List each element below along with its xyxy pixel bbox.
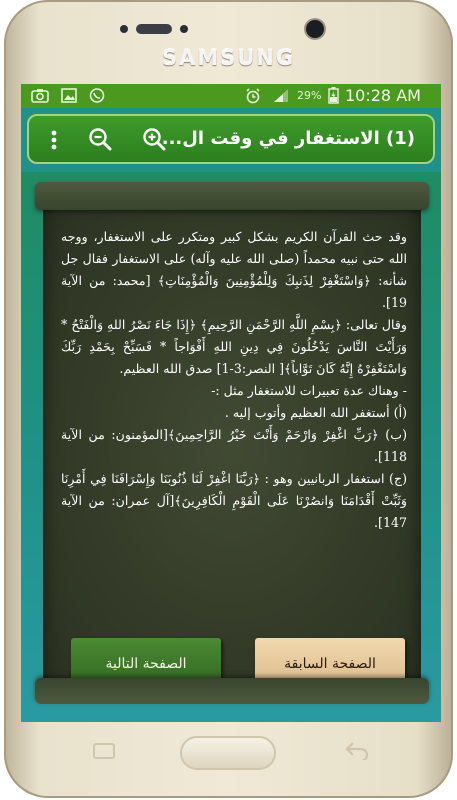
- paragraph: - وهناك عدة تعبيرات للاستغفار مثل :-: [211, 383, 407, 398]
- next-page-button[interactable]: الصفحة التالية: [71, 638, 221, 690]
- earpiece-dot: [180, 25, 188, 33]
- phone-frame: [4, 0, 453, 798]
- bottom-bezel: [4, 722, 453, 798]
- alarm-icon: [245, 88, 261, 108]
- image-icon: [61, 88, 77, 107]
- top-bezel: [4, 0, 453, 84]
- zoom-out-icon[interactable]: [87, 126, 115, 154]
- home-button[interactable]: [180, 736, 276, 770]
- page-title: (1) الاستغفار في وقت ال...: [161, 128, 415, 149]
- paragraph: (ج) استغفار الربانيين وهو : ﴿رَبَّنَا اغْفِرْ لَنَا ذُنُوبَنَا وَإِسْرَافَنَا فِي أَمْرِنَا وَثَبِّتْ أَقْدَامَنَا وَانصُرْنَا عَلَى الْقَوْمِ الْكَافِرِينَ﴾[آل عمران: من الآية 147].: [61, 471, 407, 530]
- screen: [21, 84, 441, 722]
- article-text: [61, 226, 407, 534]
- signal-icon: [273, 88, 289, 107]
- recent-apps-icon[interactable]: [92, 742, 116, 764]
- scroll-roll-top: [35, 182, 429, 210]
- clock: 10:28 AM: [345, 86, 421, 105]
- scroll-body: [43, 200, 421, 692]
- sensor-dot: [120, 25, 128, 33]
- earpiece: [136, 24, 172, 34]
- battery-charging-icon: [328, 87, 339, 108]
- scroll-roll-bottom: [35, 678, 429, 704]
- front-camera: [306, 20, 324, 38]
- phone-icon: [89, 88, 105, 107]
- app-bar: [27, 114, 435, 164]
- paragraph: وقال تعالى: ﴿بِسْمِ اللَّهِ الرَّحْمَنِ الرَّحِيمِ﴾ ﴿إِذَا جَاءَ نَصْرُ اللهِ وَالْفَتْحُ * وَرَأَيْتَ النَّاسَ يَدْخُلُونَ فِي دِينِ اللهِ أَفْوَاجاً * فَسَبِّحْ بِحَمْدِ رَبِّكَ وَاسْتَغْفِرْهُ إِنَّهُ كَانَ تَوَّاباً﴾[ النصر:3-1] صدق الله العظيم.: [61, 317, 407, 376]
- more-vert-icon[interactable]: [45, 126, 73, 154]
- status-bar: [21, 84, 441, 108]
- paragraph: (أ) أستغفر الله العظيم وأتوب إليه .: [224, 405, 407, 420]
- previous-page-button[interactable]: الصفحة السابقة: [255, 638, 405, 690]
- parchment-scroll: [35, 182, 429, 702]
- paragraph: (ب) ﴿رَبِّ اغْفِرْ وَارْحَمْ وَأَنْتَ خَيْرُ الرَّاحِمِينَ﴾[المؤمنون: من الآية 118].: [61, 427, 407, 464]
- paragraph: وقد حث القرآن الكريم بشكل كبير ومتكرر على الاستغفار، ووجه الله حتى نبيه محمداً (صلى الله عليه وآله) على الاستغفار فقال جل شأنه: ﴿وَاسْتَغْفِرْ لِذَنبِكَ وَلِلْمُؤْمِنِينَ وَالْمُؤْمِنَاتِ﴾ [محمد: من الآية 19].: [61, 229, 407, 310]
- content-area: [21, 172, 441, 722]
- back-icon[interactable]: [344, 740, 370, 764]
- camera-icon: [31, 88, 49, 107]
- battery-percent: 29%: [297, 89, 322, 102]
- brand-logo: SAMSUNG: [161, 46, 296, 70]
